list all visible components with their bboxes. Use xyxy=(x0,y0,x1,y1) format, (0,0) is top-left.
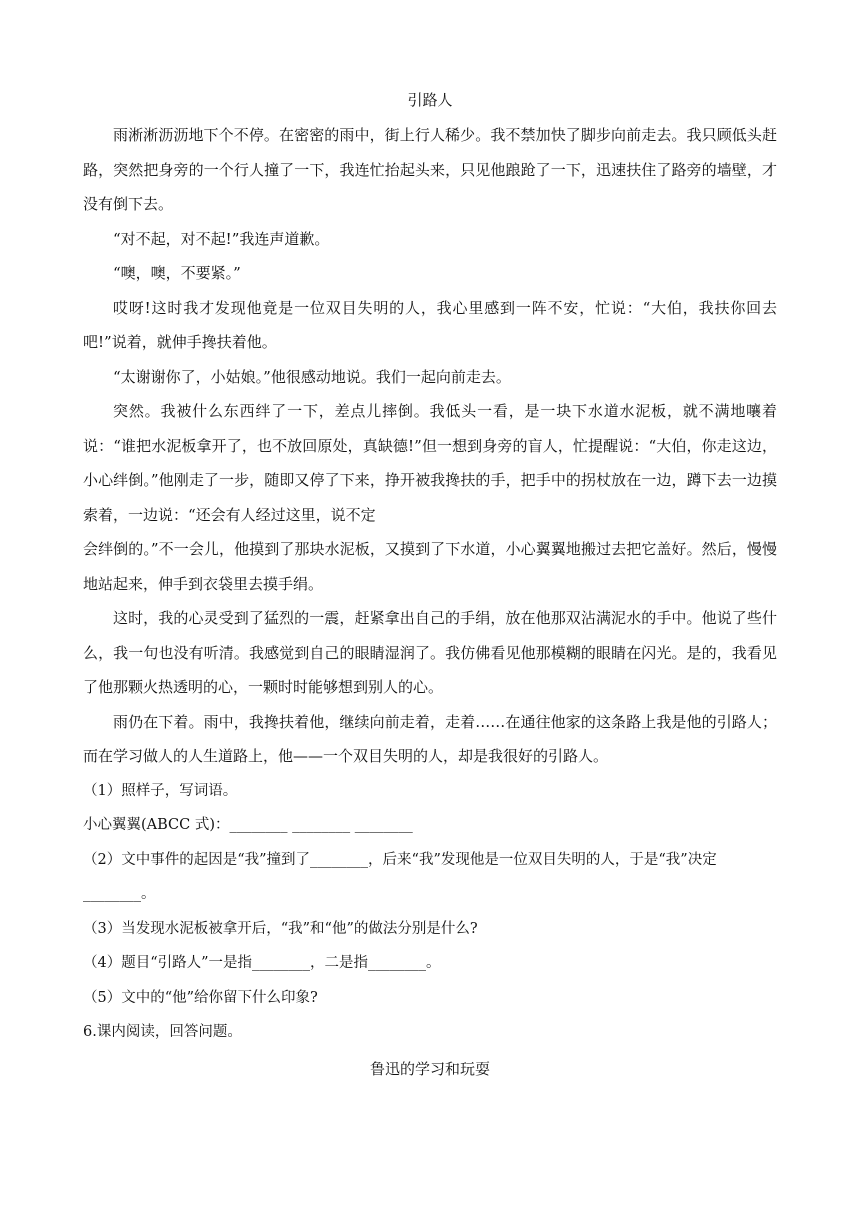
next-passage-title: 鲁迅的学习和玩耍 xyxy=(369,1059,490,1078)
paragraph-5: “太谢谢你了，小姑娘。”他很感动地说。我们一起向前走去。 xyxy=(113,367,511,386)
paragraph-2: “对不起，对不起!”我连声道歉。 xyxy=(113,229,330,248)
paragraph-6: 突然。我被什么东西绊了一下，差点儿摔倒。我低头一看，是一块下水道水泥板，就不满地嚷着说：“谁把水泥板拿开了，也不放回原处，真缺德!”但一想到身旁的盲人，忙提醒说：“大伯，你走这边，小心绊倒。”他刚走了一步，随即又停了下来，挣开被我搀扶的手，把手中的拐杖放在一边，蹲下去一边摸索着，一边说：“还会有人经过这里，说不定 xyxy=(83,402,777,524)
paragraph-8: 雨仍在下着。雨中，我搀扶着他，继续向前走着，走着……在通往他家的这条路上我是他的引路人；而在学习做人的人生道路上，他——一个双目失明的人，却是我很好的引路人。 xyxy=(83,712,777,765)
section-6-heading: 6.课内阅读，回答问题。 xyxy=(83,1024,242,1040)
passage-title: 引路人 xyxy=(407,91,453,109)
paragraph-3: “噢，噢，不要紧。” xyxy=(113,264,241,282)
paragraph-4: 哎呀!这时我才发现他竟是一位双目失明的人，我心里感到一阵不安，忙说：“大伯，我扶你回去吧!”说着，就伸手搀扶着他。 xyxy=(83,298,777,351)
paragraph-6-continued: 会绊倒的。”不一会儿，他摸到了那块水泥板，又摸到了下水道，小心翼翼地搬过去把它盖好。然后，慢慢地站起来，伸手到衣袋里去摸手绢。 xyxy=(83,540,777,593)
question-3: （3）当发现水泥板被拿开后，“我”和“他”的做法分别是什么? xyxy=(83,920,478,937)
question-5: （5）文中的“他”给你留下什么印象? xyxy=(83,989,318,1006)
paragraph-1: 雨淅淅沥沥地下个不停。在密密的雨中，街上行人稀少。我不禁加快了脚步向前走去。我只顾低头赶路，突然把身旁的一个行人撞了一下，我连忙抬起头来，只见他踉跄了一下，迅速扶住了路旁的墙壁，才没有倒下去。 xyxy=(83,126,777,213)
question-1: （1）照样子，写词语。 xyxy=(83,782,238,799)
question-4: （4）题目“引路人”一是指________，二是指________。 xyxy=(83,955,441,971)
paragraph-7: 这时，我的心灵受到了猛烈的一震，赶紧拿出自己的手绢，放在他那双沾满泥水的手中。他说了些什么，我一句也没有听清。我感觉到自己的眼睛湿润了。我仿佛看见他那模糊的眼睛在闪光。是的，我看见了他那颗火热透明的心，一颗时时能够想到别人的心。 xyxy=(83,609,777,696)
document-page xyxy=(83,86,777,1086)
question-2: （2）文中事件的起因是“我”撞到了________，后来“我”发现他是一位双目失明的人，于是“我”决定 xyxy=(83,851,717,868)
question-2-continued: ________。 xyxy=(83,886,156,902)
question-1-blanks: 小心翼翼(ABCC 式)：________ ________ ________ xyxy=(83,817,413,833)
